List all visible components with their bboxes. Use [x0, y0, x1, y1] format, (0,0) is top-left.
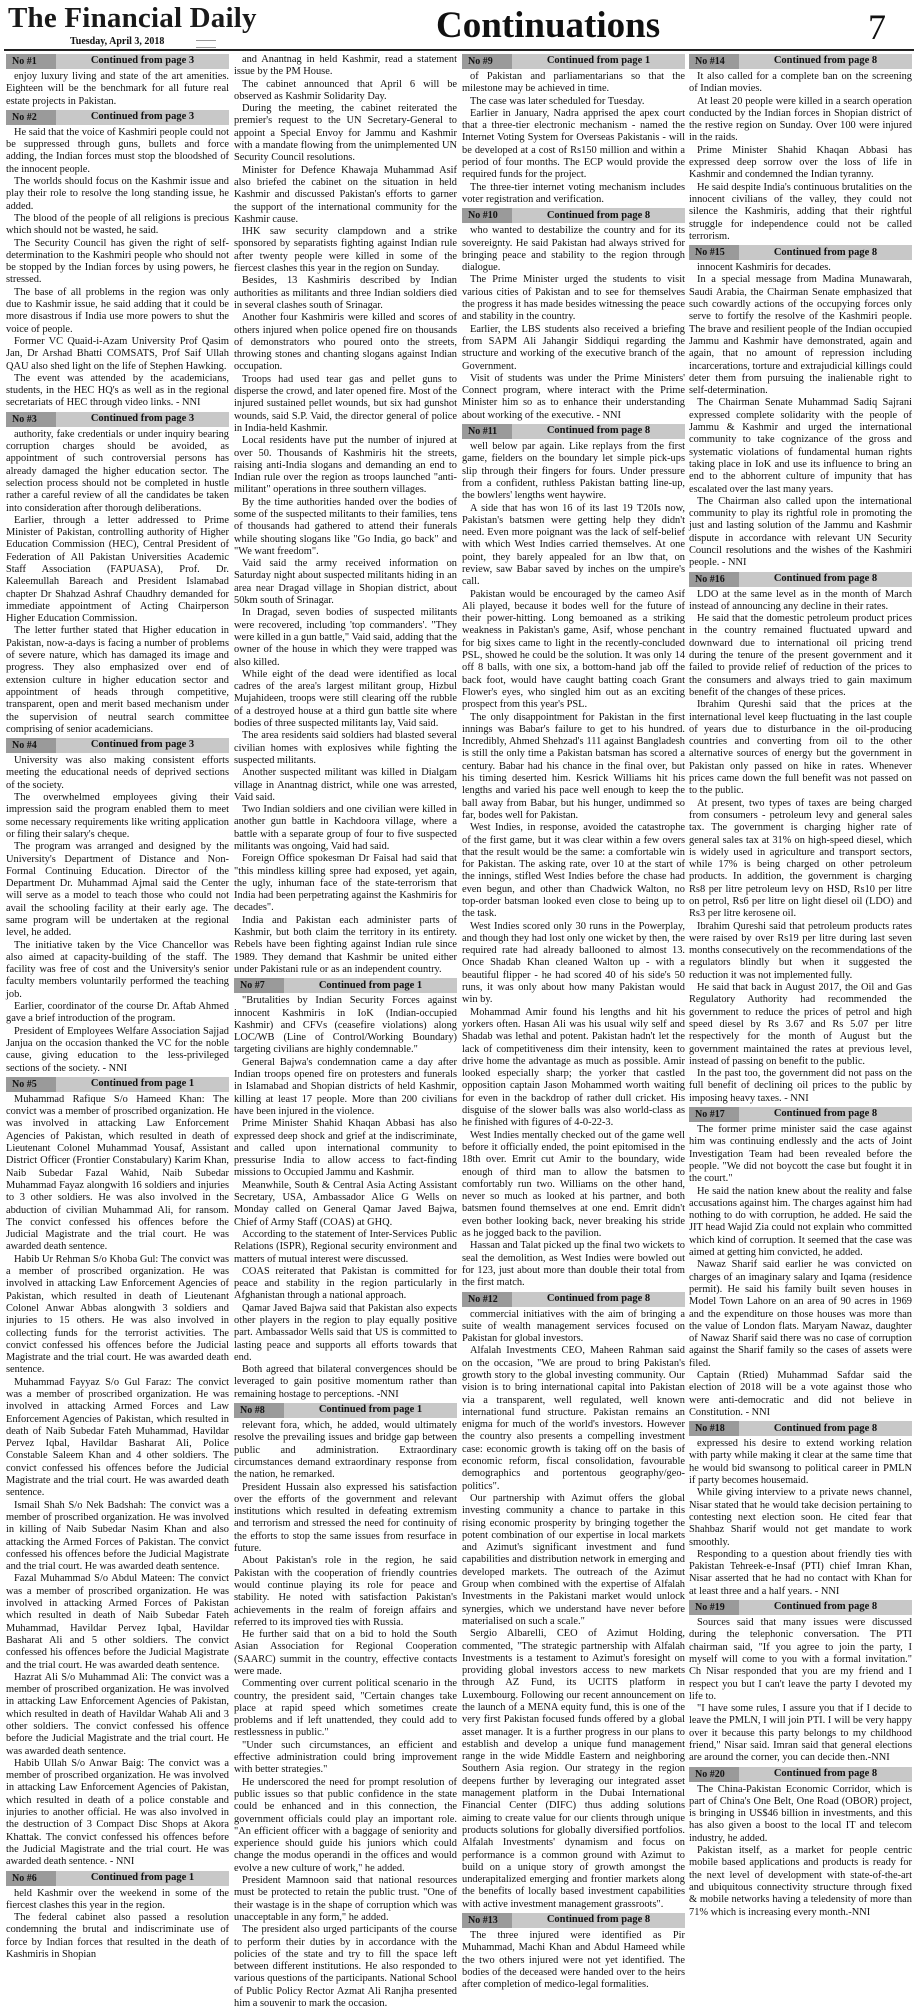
- continuation-header: [689, 1767, 912, 1782]
- story-paragraph: The three-tier internet voting mechanism includes voter registration and verification.: [462, 181, 685, 205]
- story-paragraph: Responding to a question about friendly ties with Pakistan Tehreek-e-Insaf (PTI) chief Imran Khan, Nisar asserted that he had no contact with Khan for at least three and a half years. - NNI: [689, 1548, 912, 1597]
- story-paragraph: Qamar Javed Bajwa said that Pakistan also expects other players in the region to play equally positive part. Ambassador Wells said that US is committed to lasting peace and supports all efforts towards that end.: [234, 1302, 457, 1363]
- story-paragraph: relevant fora, which, he added, would ultimately resolve the prevailing issues and bridge gap between public and administration. Extraordinary circumstances demand extraordinary response from the nation, he remarked.: [234, 1420, 457, 1481]
- story-paragraph: The China-Pakistan Economic Corridor, which is part of China's One Belt, One Road (OBOR) project, is bringing in US$46 billion in investments, and this has also given a boost to the local IT and telecom industry, he added.: [689, 1783, 912, 1844]
- continued-from-label: Continued from page 1: [90, 1078, 195, 1090]
- story-paragraph: West Indies mentally checked out of the game well before it officially ended, the point epitomised in the 18th over. Emrit cut Amir to the boundary, wide enough of third man to allow the batsmen to comfortably run two. Williams on the other hand, never so much as looked at his partner, and both batsmen found themselves at one end. Emrit didn't even bother looking back, never breaking his stride as he jogged back to the pavilion.: [462, 1129, 685, 1240]
- story: [6, 738, 229, 1075]
- story-number: No #14: [689, 54, 739, 69]
- masthead: [0, 0, 918, 52]
- story-paragraph: A side that has won 16 of its last 19 T20Is now, Pakistan's batsmen were getting help they didn't need. Even more poignant was the lack of self-belief with which West Indies carried themselves. At one point, they barely appealed for an lbw that, on review, saw Babar saved by inches on the umpire's call.: [462, 502, 685, 588]
- continuation-header: [6, 1871, 229, 1886]
- story-paragraph: The event was attended by the academicians, students, in the HEC HQ's as well as in the regional secretariats of HEC through video links. - NNI: [6, 372, 229, 409]
- story-paragraph: In the past too, the government did not pass on the full benefit of declining oil prices to the public by imposing heavy taxes. - NNI: [689, 1068, 912, 1104]
- story-paragraph: The federal cabinet also passed a resolution condemning the brutal and indiscriminate use of force by Indian forces that resulted in the death of Kashmiris in Shopian: [6, 1912, 229, 1961]
- continued-from-label: Continued from page 3: [90, 55, 195, 67]
- story-paragraph: Minister for Defence Khawaja Muhammad Asif also briefed the cabinet on the situation in held Kashmir and discussed Pakistan's efforts to garner the support of the international community for the Kashmir cause.: [234, 164, 457, 225]
- story-paragraph: Former VC Quaid-i-Azam University Prof Qasim Jan, Dr Arshad Bhatti COMSATS, Prof Saif Ullah QAU also shed light on the life of Stephen Hawking.: [6, 335, 229, 372]
- story-paragraph: He said that the domestic petroleum product prices in the country remained fluctuated upward and downward due to international oil pricing trend during the tenure of the present government and it failed to provide relief of reduction of the prices to the consumers and always tried to gain maximum benefit of the changes of these prices.: [689, 613, 912, 698]
- column-3: [462, 54, 685, 1991]
- story-paragraph: authority, fake credentials or under inquiry bearing corruption charges should be avoided, as appointment of such controversial persons has already damaged the higher education sector. The selection process should not be completed in hustle rather a careful review of all the candidates be taken into consideration after thorough deliberations.: [6, 428, 229, 514]
- continued-from-label: Continued from page 3: [90, 413, 195, 425]
- story: [6, 1077, 229, 1869]
- story-number: No #9: [462, 54, 512, 69]
- story: [462, 54, 685, 206]
- story-paragraph: Ibrahim Qureshi said that petroleum products rates were raised by over Rs19 per litre during last seven months consecutively on the recommendations of the regulators blindly but when it suggested the reduction it was not implemented fully.: [689, 920, 912, 981]
- story: [689, 572, 912, 1105]
- story-paragraph: He said despite India's continuous brutalities on the innocent civilians of the valley, they could not silence the Kashmiris, adding that their rightful struggle for independence could not be called terrorism.: [689, 181, 912, 242]
- continued-from-label: Continued from page 8: [773, 55, 878, 67]
- continued-from-label: Continued from page 8: [773, 1601, 878, 1613]
- story-paragraph: COAS reiterated that Pakistan is committed for peace and stability in the region particularly in Afghanistan through a national approach.: [234, 1265, 457, 1302]
- story-paragraph: Local residents have put the number of injured at over 50. Thousands of Kashmiris hit the streets, raising anti-India slogans and demanding an end to Indian rule over the region as troops launched "anti-militant" operations in three southern villages.: [234, 435, 457, 496]
- masthead-rule: [4, 49, 914, 51]
- continued-from-label: Continued from page 8: [546, 1292, 651, 1304]
- continuation-header: [234, 978, 457, 993]
- story-number: No #17: [689, 1107, 739, 1122]
- continuation-header: [6, 54, 229, 69]
- story-number: No #3: [6, 412, 56, 427]
- story-paragraph: While giving interview to a private news channel, Nisar stated that he would take decision pertaining to contesting next election soon. He cited fear that Shahbaz Sharif would not get mandate to work smoothly.: [689, 1487, 912, 1548]
- continued-from-label: Continued from page 1: [90, 1871, 195, 1883]
- story-paragraph: Another four Kashmiris were killed and scores of others injured when police opened fire on thousands of demonstrators who poured onto the streets, throwing stones and chanting slogans against Indian occupation.: [234, 312, 457, 373]
- story: [462, 1913, 685, 1991]
- issue-date: Tuesday, April 3, 2018: [70, 36, 165, 47]
- story-paragraph: Vaid said the army received information on Saturday night about suspected militants hiding in an area near Dragad village in Shopian district, about 50km south of Srinagar.: [234, 558, 457, 607]
- story-paragraph: In Dragad, seven bodies of suspected militants were recovered, including 'top commanders'. "They were killed in a gun battle," Vaid said, adding that the owner of the house in which they were trapped was also killed.: [234, 607, 457, 668]
- story-paragraph: He underscored the need for prompt resolution of public issues so that public confidence in the state could be enhanced and in this connection, the government officials could play an important role. "An efficient officer with a baggage of seniority and experience should guide his juniors which could change the modus operandi in the offices and would evolve a new culture of work," he added.: [234, 1776, 457, 1874]
- story: [462, 208, 685, 422]
- continuation-header: [462, 54, 685, 69]
- story-paragraph: Earlier in January, Nadra apprised the apex court that a three-tier electronic mechanism - named the Internet Voting System for Overseas Pakistanis - will be developed at a cost of Rs150 million and within a period of four months. The ECP would provide the required funds for the project.: [462, 107, 685, 181]
- story: [689, 1767, 912, 1919]
- story-paragraph: The area residents said soldiers had blasted several civilian homes with explosives while fighting the suspected militants.: [234, 730, 457, 766]
- story-paragraph: The initiative taken by the Vice Chancellor was also aimed at capacity-building of the staff. The facility was free of cost and the University's senior faculty members voluntarily performed the teaching job.: [6, 939, 229, 1000]
- continued-from-label: Continued from page 8: [546, 425, 651, 437]
- story-number: No #11: [462, 424, 512, 439]
- story-paragraph: Earlier, through a letter addressed to Prime Minister of Pakistan, controlling authority of Higher Education Commission (HEC), Central President of Federation of All Pakistan Universities Academic Staff Association (FAPUASA), Prof. Dr. Kaleemullah Bareach and President Islamabad chapter Dr Shahzad Ashraf Chaudhry demanded for immediate appointment of Acting Chairperson Higher Education Commission.: [6, 514, 229, 625]
- story-number: No #1: [6, 54, 56, 69]
- story-paragraph: well below par again. Like replays from the first game, fielders on the boundary let simple pick-ups slip through their fingers for fours. Under pressure from a confident, ruthless Pakistan batting line-up, the bowlers' lengths went haywire.: [462, 441, 685, 502]
- story-paragraph: Both agreed that bilateral convergences should be leveraged to gain positive momentum rather than remaining hostage to perceptions. -NNI: [234, 1364, 457, 1400]
- story: [689, 1421, 912, 1598]
- story: [689, 54, 912, 243]
- continuation-header: [689, 1600, 912, 1615]
- story-paragraph: The president also urged participants of the course to perform their duties by in accordance with the policies of the state and try to fill the space left between different institutions. He also responded to various questions of the participants. National School of Public Policy Rector Azmat Ali Ranjha presented him a souvenir to mark the occasion.: [234, 1924, 457, 2010]
- story-paragraph: Captain (Rtied) Muhammad Safdar said the election of 2018 will be a vote against those who were anti-democratic and did not believe in Constitution. - NNI: [689, 1369, 912, 1418]
- story-paragraph: At present, two types of taxes are being charged from consumers - petroleum levy and general sales tax. The government is charging higher rate of general sales tax at 31% on high-speed diesel, which is widely used in agriculture and transport sectors, while 17% is being charged on other petroleum products. In addition, the government is charging Rs8 per litre petroleum levy on HSD, Rs10 per litre on petrol, Rs6 per litre on light diesel oil (LDO) and Rs3 per litre kerosene oil.: [689, 797, 912, 920]
- story-paragraph: Another suspected militant was killed in Dialgam village in Anantnag district, while one was arrested, Vaid said.: [234, 767, 457, 803]
- story-paragraph: The base of all problems in the region was only due to Kashmir issue, he said adding that it could be more disastrous if India use more powers to shut the voice of people.: [6, 286, 229, 335]
- story-paragraph: President Hussain also expressed his satisfaction over the efforts of the government and relevant institutions which resulted in defeating extremism and terrorism and stressed the need for continuity of the efforts to stop the same issues from resurface in future.: [234, 1481, 457, 1555]
- story-paragraph: who wanted to destabilize the country and for its sovereignty. He said Pakistan had always strived for bringing peace and stability to the region through dialogue.: [462, 225, 685, 274]
- continued-from-label: Continued from page 8: [773, 1108, 878, 1120]
- story-paragraph: Our partnership with Azimut offers the global investing community a chance to partake in this rising economic prosperity by bringing together the potent combination of our expertise in local markets and Azimut's significant investment and fund capabilities and distribution network in emerging and developed markets. The outreach of the Azimut Group when combined with the expertise of Alfalah Investments in the Pakistani market would unlock synergies, which we understand have never before materialised on such a scale.": [462, 1492, 685, 1627]
- continuation-header: [462, 424, 685, 439]
- story-number: No #19: [689, 1600, 739, 1615]
- story-paragraph: West Indies, in response, avoided the catastrophe of the first game, but it was clear within a few overs that the result would be the same: a comfortable win for Pakistan. The asking rate, over 10 at the start of the innings, stifled West Indies before the chase had even begun, and other than Chadwick Walton, no top-order batsman looked even close to being up to the task.: [462, 822, 685, 920]
- story-paragraph: Besides, 13 Kashmiris described by Indian authorities as militants and three Indian soldiers died in several clashes south of Srinagar.: [234, 275, 457, 311]
- continued-from-label: Continued from page 8: [546, 1914, 651, 1926]
- story: [234, 1403, 457, 2010]
- masthead-ornament: [196, 40, 216, 48]
- story-paragraph: Alfalah Investments CEO, Maheen Rahman said on the occasion, "We are proud to bring Pakistan's growth story to the global investing community. Our vision is to bring international capital into Pakistan via a transparent, well regulated, well known international fund structure. Pakistan remains an enigma for much of the world's investors. However the country also presents a compelling investment case: economic growth is taking off on the basis of economic reform, fiscal consolidation, favourable demographics and portentous geography/geo-politics".: [462, 1345, 685, 1492]
- story-number: No #16: [689, 572, 739, 587]
- story-paragraph: Two Indian soldiers and one civilian were killed in another gun battle in Kachdoora village, where a battle with a separate group of four to five suspected militants was ongoing, Vaid had said.: [234, 804, 457, 852]
- column-1: [6, 54, 229, 1961]
- story-paragraph: Visit of students was under the Prime Ministers' Connect program, where interact with the Prime Minister him so as to enhance their understanding about working of the executive. - NNI: [462, 372, 685, 421]
- story: [6, 110, 229, 410]
- story-paragraph: Habib Ullah S/o Anwar Baig: The convict was a member of proscribed organization. He was involved in attacking Law Enforcement Agencies of Pakistan, which resulted in death of a police constable and injuries to another official. He was also involved in the destruction of 3 Compact Disc Shops at Akora Khattak. The convict confessed his offences before the Judicial Magistrate and the trial court. He was awarded death sentence. - NNI: [6, 1757, 229, 1868]
- story-paragraph: "Brutalities by Indian Security Forces against innocent Kashmiris in IoK (Indian-occupied Kashmir) and CFVs (ceasefire violations) along LOC/WB (Line of Control/Working Boundary) targeting civilians are highly condemnable.": [234, 995, 457, 1056]
- newspaper-title: The Financial Daily: [8, 2, 257, 34]
- continuation-header: [689, 1421, 912, 1436]
- story-paragraph: In a special message from Madina Munawarah, Saudi Arabia, the Chairman Senate emphasized that such cowardly actions of the occupying forces only serve to fortify the resolve of the Kashmiri people. The brave and resilient people of the Indian occupied Jammu and Kashmir have demonstrated, again and again, that no amount of repression including incarcerations, torture and extrajudicial killings could deter them from pursuing the inalienable right to self-determination.: [689, 274, 912, 397]
- story-paragraph: Hazrat Ali S/o Muhammad Ali: The convict was a member of proscribed organization. He was involved in attacking Law Enforcement Agencies of Pakistan, which resulted in death of Havildar Wahab Ali and 3 other soldiers. The convict confessed his offence before the Judicial Magistrate and the trial court. He was awarded death sentence.: [6, 1671, 229, 1757]
- story-paragraph: expressed his desire to extend working relation with party while making it clear at the same time that he would bid swansong to political career in PMLN if party becomes housemaid.: [689, 1438, 912, 1487]
- story-number: No #12: [462, 1292, 512, 1307]
- story-paragraph: He said that the voice of Kashmiri people could not be suppressed through guns, bullets and force adding, the Indian forces must stop the bloodshed of the innocent people.: [6, 126, 229, 175]
- story-paragraph: LDO at the same level as in the month of March instead of announcing any decline in their rates.: [689, 588, 912, 612]
- continuation-header: [462, 208, 685, 223]
- section-title: Continuations: [436, 5, 661, 46]
- continued-from-label: Continued from page 1: [546, 55, 651, 67]
- story-paragraph: The Prime Minister urged the students to visit various cities of Pakistan and to see for themselves the progress it has made besides witnessing the peace and stability in the country.: [462, 274, 685, 323]
- continued-from-label: Continued from page 3: [90, 739, 195, 751]
- story-paragraph: Muhammad Rafique S/o Hameed Khan: The convict was a member of proscribed organization. He was involved in attacking Law Enforcement Agencies of Pakistan, which resulted in death of Lieutenant Colonel Muhammad Yousaf, Assistant District Officer (Frontier Constabulary) Karim Khan, Naib Subedar Fazal Wahid, Naib Subedar Muhammad Fayaz alongwith 16 soldiers and injuries to 3 other soldiers. He was also involved in the abduction of civilian Muhammad Ali, for ransom. The convict confessed his offences before the Judicial Magistrate and the trial court. He was awarded death sentence.: [6, 1093, 229, 1253]
- story-paragraph: "Under such circumstances, an efficient and effective administration could bring improvement with better strategies.": [234, 1739, 457, 1776]
- story-paragraph: He further said that on a bid to hold the South Asian Association for Regional Cooperation (SAARC) summit in the country, effective contacts were made.: [234, 1629, 457, 1677]
- story-number: No #10: [462, 208, 512, 223]
- story-paragraph: He said that back in August 2017, the Oil and Gas Regulatory Authority had recommended the government to reduce the prices of petrol and high speed diesel by Rs 3.67 and Rs 5.07 per litre respectively for the month of August but the government maintained the rates at previous level, instead of passing on benefit to the public.: [689, 982, 912, 1067]
- story: [689, 245, 912, 569]
- story-paragraph: University was also making consistent efforts meeting the educational needs of deprived sections of the society.: [6, 755, 229, 791]
- story-paragraph: enjoy luxury living and state of the art amenities. Eighteen will be the benchmark for all future real estate projects in Pakistan.: [6, 71, 229, 107]
- story-paragraph: About Pakistan's role in the region, he said Pakistan with the cooperation of friendly countries would continue playing its role for peace and stability. He noted with satisfaction Pakistan's achievements in the realm of foreign affairs and referred to its improved ties with Russia.: [234, 1555, 457, 1628]
- story-paragraph: The case was later scheduled for Tuesday.: [470, 95, 645, 107]
- column-4: [689, 54, 912, 1918]
- story-paragraph: The letter further stated that Higher education in Pakistan, now-a-days is facing a number of problems of severe nature, which has damaged its image and progress. They also emphasized over end of extension culture in higher education sector and appointment of heads through competitive, transparent, open and merit based mechanism under the supervision of neutral search committee comprising of senior academicians.: [6, 625, 229, 735]
- story-paragraph: By the time authorities handed over the bodies of some of the suspected militants to their families, tens of thousands had gathered to attend their funerals while shouting slogans like "Go India, go back" and "We want freedom".: [234, 496, 457, 557]
- continuation-header: [689, 245, 912, 260]
- continuation-header: [689, 1107, 912, 1122]
- story-paragraph: It also called for a complete ban on the screening of Indian movies.: [689, 71, 912, 95]
- story-paragraph: The Security Council has given the right of self-determination to the Kashmiri people who should not be stopped by the Indian forces by using powers, he stressed.: [6, 237, 229, 286]
- story-paragraph: "I have some rules, I assure you that if I decide to leave the PMLN, I will join PTI. I will be very happy over it because this party belongs to my childhood friend," Nisar said. Imran said that general elections are around the corner, you can decide then.-NNI: [689, 1703, 912, 1764]
- story-paragraph: The blood of the people of all religions is precious which should not be wasted, he said.: [6, 212, 229, 237]
- story-number: No #4: [6, 738, 56, 753]
- story-paragraph: General Bajwa's condemnation came a day after Indian troops opened fire on protesters and funerals in Islamabad and Shopian districts of held Kashmir, killing at least 17 people. More than 200 civilians have been injured in the violence.: [234, 1056, 457, 1117]
- story-paragraph: During the meeting, the cabinet reiterated the premier's request to the UN Secretary-General to appoint a Special Envoy for Jammu and Kashmir with a mandate flowing from the unimplemented UN Security Council resolutions.: [234, 103, 457, 164]
- story-paragraph: The Chairman also called upon the international community to play its rightful role in promoting the just and lasting solution of the Jammu and Kashmir dispute in accordance with relevant UN Security Council resolutions and the wishes of the Kashmiri people. - NNI: [689, 495, 912, 569]
- continuation-header: [462, 1913, 685, 1928]
- story-number: No #18: [689, 1421, 739, 1436]
- story-number: No #5: [6, 1077, 56, 1092]
- story-paragraph: Hassan and Talat picked up the final two wickets to seal the demolition, as West Indies were bowled out for 123, just about more than double their total from the first match.: [462, 1240, 685, 1289]
- continued-from-label: Continued from page 8: [773, 572, 878, 584]
- story-paragraph: Commenting over current political scenario in the country, the president said, "Certain changes take place at rapid speed which sometimes create problems and if left unattended, they could add to restlessness in public.": [234, 1678, 457, 1739]
- story: [689, 1600, 912, 1765]
- story-paragraph: Pakistan would be encouraged by the cameo Asif Ali played, because it bodes well for the future of their power-hitting. Long bemoaned as a striking weakness in Pakistan's game, Asif, whose penchant for big sixes came to light in the recently-concluded PSL, showed he could be the solution. It was only 14 off 8 balls, with one six, a bottom-hand jab off the back foot, would have caught batting coach Grant Flower's eyes, who singled him out as an exciting prospect from this year's PSL.: [462, 588, 685, 711]
- story-paragraph: The cabinet announced that April 6 will be observed as Kashmir Solidarity Day.: [234, 78, 457, 102]
- story-paragraph: He said the nation knew about the reality and false accusations against him. The charges against him had nothing to do with corruption, he added. He said the JIT head Wajid Zia could not explain who committed which kind of corruption. It seemed that the case was aimed at getting him convicted, he added.: [689, 1185, 912, 1259]
- story: [462, 1292, 685, 1912]
- story-number: No #8: [234, 1403, 284, 1418]
- page-number: 7: [868, 7, 886, 47]
- story-paragraph: and Anantnag in held Kashmir, read a statement issue by the PM House.: [234, 54, 457, 78]
- story: [689, 1107, 912, 1419]
- story: [6, 1871, 229, 1962]
- story-number: No #7: [234, 978, 284, 993]
- continued-from-label: Continued from page 8: [773, 1767, 878, 1779]
- continued-from-label: Continued from page 8: [773, 246, 878, 258]
- continued-from-label: Continued from page 1: [318, 979, 423, 991]
- story-paragraph: Prime Minister Shahid Khaqan Abbasi has expressed deep sorrow over the loss of life in Kashmir and condemned the Indian tyranny.: [689, 144, 912, 181]
- story-paragraph: commercial initiatives with the aim of bringing a suite of wealth management services focused on Pakistan for global investors.: [462, 1308, 685, 1345]
- story-paragraph: of Pakistan and parliamentarians so that the milestone may be achieved in time.: [462, 71, 685, 95]
- story-paragraph: Foreign Office spokesman Dr Faisal had said that "this mindless killing spree had exposed, yet again, the ugly, inhuman face of the state-terrorism that India had been perpetrating against the Kashmiris for decades".: [234, 853, 457, 914]
- column-2: [234, 54, 457, 2010]
- continuation-header: [234, 1403, 457, 1418]
- story-paragraph: Ismail Shah S/o Nek Badshah: The convict was a member of proscribed organization. He was involved in killing of Naib Subedar Nasim Khan and also attacking the Armed Forces of Pakistan. The convict confessed his offences before the Judicial Magistrate and the trial court. He was awarded death sentence.: [6, 1499, 229, 1573]
- story-paragraph: The Chairman Senate Muhammad Sadiq Sajrani expressed complete solidarity with the people of Jammu & Kashmir and urged the international community to take cognizance of the gross and systematic violations of fundamental human rights taking place in IoK and use its influence to bring an end to the abhorrent culture of impunity that has escalated over the last many years.: [689, 397, 912, 495]
- story-paragraph: While eight of the dead were identified as local cadres of the area's largest militant group, Hizbul Mujahideen, troops were still clearing off the rubble of a destroyed house at a third gun battle site where bodies of three suspected militants lay, Vaid said.: [234, 668, 457, 730]
- continuation-header: [689, 572, 912, 587]
- story-paragraph: India and Pakistan each administer parts of Kashmir, but both claim the territory in its entirety. Rebels have been fighting against Indian rule since 1989. They demand that Kashmir be united either under Pakistani rule or as an independent country.: [234, 914, 457, 975]
- story-paragraph: The worlds should focus on the Kashmir issue and play their role to resolve the long standing issue, he added.: [6, 176, 229, 212]
- story-paragraph: Troops had used tear gas and pellet guns to disperse the crowd, and later opened fire. Most of the injured sustained pellet wounds, but six had gunshot wounds, said S.P. Vaid, the director general of police in India-held Kashmir.: [234, 373, 457, 434]
- story-paragraph: According to the statement of Inter-Services Public Relations (ISPR), Regional security environment and matters of mutual interest were discussed.: [234, 1228, 457, 1265]
- continuation-header: [462, 1292, 685, 1307]
- story-number: No #6: [6, 1871, 56, 1886]
- story: [6, 412, 229, 736]
- continuation-header: [689, 54, 912, 69]
- story-paragraph: The former prime minister said the case against him was continuing endlessly and the acts of Joint Investigation Team had been revealed before the people. "We did not boycott the case but fought it in the court.": [689, 1124, 912, 1185]
- story-number: No #2: [6, 110, 56, 125]
- story: [234, 54, 457, 976]
- story-paragraph: The program was arranged and designed by the University's Department of Distance and Non-Formal Continuing Education. Director of the Department Dr. Muhammad Ajmal said the Center will serve as a model to teach those who could not avail the schooling facility at their early age. The same program will be undertaken at the regional level, he added.: [6, 841, 229, 939]
- story: [6, 54, 229, 108]
- story-paragraph: Meanwhile, South & Central Asia Acting Assistant Secretary, USA, Ambassador Alice G Wells on Monday called on General Qamar Javed Bajwa, Chief of Army Staff (COAS) at GHQ.: [234, 1179, 457, 1228]
- continuation-header: [6, 110, 229, 125]
- story-paragraph: Fazal Muhammad S/o Abdul Mateen: The convict was a member of proscribed organization. He was involved in attacking Armed Forces of Pakistan which resulted in death of Naib Subedar Fateh Muhammad, Havildar Pervez Iqbal, Havildar Basharat Ali and 5 other soldiers. The convict confessed his offences before the Judicial Magistrate and the trial court. He was awarded death sentence.: [6, 1573, 229, 1671]
- story-paragraph: The overwhelmed employees giving their impression said the program enabled them to meet some necessary requirements like writing application or filing their salary's cheque.: [6, 792, 229, 840]
- continued-from-label: Continued from page 8: [773, 1422, 878, 1434]
- continued-from-label: Continued from page 8: [546, 209, 651, 221]
- story-paragraph: Habib Ur Rehman S/o Khoba Gul: The convict was a member of proscribed organization. He was involved in attacking Law Enforcement Agencies of Pakistan, which resulted in death of Lieutenant Colonel Anwar Abbas alongwith 3 soldiers and injuries to 15 others. He was also involved in collecting funds for the terrorist activities. The convict confessed his offences before the Judicial Magistrate and the trial court. He was awarded death sentence.: [6, 1253, 229, 1376]
- story-number: No #20: [689, 1767, 739, 1782]
- story-paragraph: Nawaz Sharif said earlier he was convicted on charges of an imaginary salary and Iqama (residence permit). He said his family built seven houses in Model Town Lahore on an area of 90 acres in 1969 and the expenditure on those houses was more than the value of London flats. Maryam Nawaz, daughter of Nawaz Sharif said there was no case of corruption against the Sharif family so the cases of assets were filed.: [689, 1259, 912, 1369]
- story-paragraph: Mohammad Amir found his lengths and hit his yorkers often. Hasan Ali was his usual wily self and Shadab was lethal and potent. Pakistan hadn't let the lack of competitiveness dim their intensity, keen to drive home the advantage as much as possible. Amir looked especially sharp; the yorker that castled opposition captain Jason Mohammed worth waiting for even in the backdrop of rather dull cricket. His disguise of the slower balls was also world-class as he finished with figures of 4-0-22-3.: [462, 1006, 685, 1129]
- story-paragraph: Muhammad Fayyaz S/o Gul Faraz: The convict was a member of proscribed organization. He was involved in attacking Armed Forces and Law Enforcement Agencies of Pakistan, which resulted in death of Naib Subedar Fateh Muhammad, Havildar Pervez Iqbal, Havildar Basharat Ali, Police Constable Saleem Khan and 4 other soldiers. The convict confessed his offences before the Judicial Magistrate and the trial court. He was awarded death sentence.: [6, 1376, 229, 1499]
- story-paragraph: Earlier, the LBS students also received a briefing from SAPM Ali Jahangir Siddiqui regarding the structure and working of the executive branch of the Government.: [462, 323, 685, 372]
- continuation-header: [6, 412, 229, 427]
- story-paragraph: Sources said that many issues were discussed during the telephonic conversation. The PTI chairman said, "If you agree to join the party, I myself will come to you with a formal invitation." Ch Nisar responded that you are my friend and I respect you but I can't leave the party I devoted my life to.: [689, 1617, 912, 1702]
- story-paragraph: innocent Kashmiris for decades.: [697, 262, 831, 274]
- story-paragraph: Ibrahim Qureshi said that the prices at the international level keep fluctuating in the last couple of years due to disturbance in the oil-producing countries and converting from oil to the other alternative sources of energy but the government in Pakistan only passed on hike in rates. Whenever prices came down the full benefit was not passed on to the public.: [689, 699, 912, 797]
- story-paragraph: West Indies scored only 30 runs in the Powerplay, and though they had lost only one wicket by then, the required rate had already ballooned to almost 13. Once Shadab Khan cleaned Walton up - with a beautiful flipper - he had scored 40 of his side's 50 runs, it was only about how many Pakistan would win by.: [462, 920, 685, 1006]
- story: [234, 978, 457, 1401]
- story-paragraph: held Kashmir over the weekend in some of the fiercest clashes this year in the region.: [6, 1887, 229, 1911]
- story-paragraph: Prime Minister Shahid Khaqan Abbasi has also expressed deep shock and grief at the indiscriminate, and called upon international community to pressurise India to allow access to fact-finding missions to Occupied Jammu and Kashmir.: [234, 1118, 457, 1179]
- story-paragraph: Sergio Albarelli, CEO of Azimut Holding, commented, "The strategic partnership with Alfalah Investments is a testament to Azimut's foresight on providing global investors access to new markets through AZ Fund, its UCITS platform in Luxembourg. Following our recent announcement on the launch of a MENA equity fund, this is one of the very first Pakistan focused funds offered by a global asset manager. It is a further progress in our plans to establish and develop a unique fund management range in the wide Middle Eastern and neighboring Southern Asia region. Our strategy in the region deepens further by leveraging our integrated asset management platform in the Dubai International Financial Center (DIFC) thus adding solutions aiming to create value for our clients through unique products solutions for globally diversified portfolios. Alfalah Investments' dynamism and focus on performance is a common ground with Azimut to build on a unique story of growth amongst the underapitalized emerging and frontier markets along the benefits of locally based investment capabilities with active investment management grassroots".: [462, 1628, 685, 1910]
- story-paragraph: President Mamnoon said that national resources must be protected to retain the public trust. "One of their wastage is in the shape of corruption which was unacceptable in any form," he added.: [234, 1875, 457, 1923]
- continuation-header: [6, 1077, 229, 1092]
- continued-from-label: Continued from page 1: [318, 1404, 423, 1416]
- story-paragraph: Pakistan itself, as a market for people centric mobile based applications and products is ready for the next level of development with state-of-the-art and ubiquitous connectivity structure through fixed & mobile networks having a teledensity of more than 71% which is increasing every month.-NNI: [689, 1845, 912, 1918]
- story-paragraph: Earlier, coordinator of the course Dr. Aftab Ahmed gave a brief introduction of the program.: [6, 1001, 229, 1025]
- story-paragraph: IHK saw security clampdown and a strike sponsored by separatists fighting against Indian rule after twenty people were killed in some of the fiercest clashes this year in the region on Sunday.: [234, 226, 457, 275]
- story: [462, 424, 685, 1289]
- story-paragraph: President of Employees Welfare Association Sajjad Janjua on the occasion thanked the VC for the noble cause, giving education to the less-privileged sections of the society. - NNI: [6, 1025, 229, 1074]
- story-paragraph: The only disappointment for Pakistan in the first innings was Babar's failure to get to his hundred. Incredibly, Ahmed Shehzad's 111 against Bangladesh is still the only time a Pakistan batsman has scored a century. Babar had his chance in the final over, but his timing deserted him. Kesrick Williams hit his lengths and varied his pace well enough to keep the ball away from Babar, but his hunger, undimmed so far, bodes well for Pakistan.: [462, 711, 685, 821]
- continuation-header: [6, 738, 229, 753]
- story-paragraph: The three injured were identified as Pir Muhammad, Machi Khan and Abdul Hameed while the two others injured were not yet identified. The bodies of the deceased were handed over to the heirs after completion of medico-legal formalities.: [462, 1930, 685, 1991]
- story-number: No #13: [462, 1913, 512, 1928]
- story-number: No #15: [689, 245, 739, 260]
- continued-from-label: Continued from page 3: [90, 111, 195, 123]
- story-paragraph: At least 20 people were killed in a search operation conducted by the Indian forces in Shopian district of the restive region on Sunday. Over 100 were injured in the raids.: [689, 95, 912, 144]
